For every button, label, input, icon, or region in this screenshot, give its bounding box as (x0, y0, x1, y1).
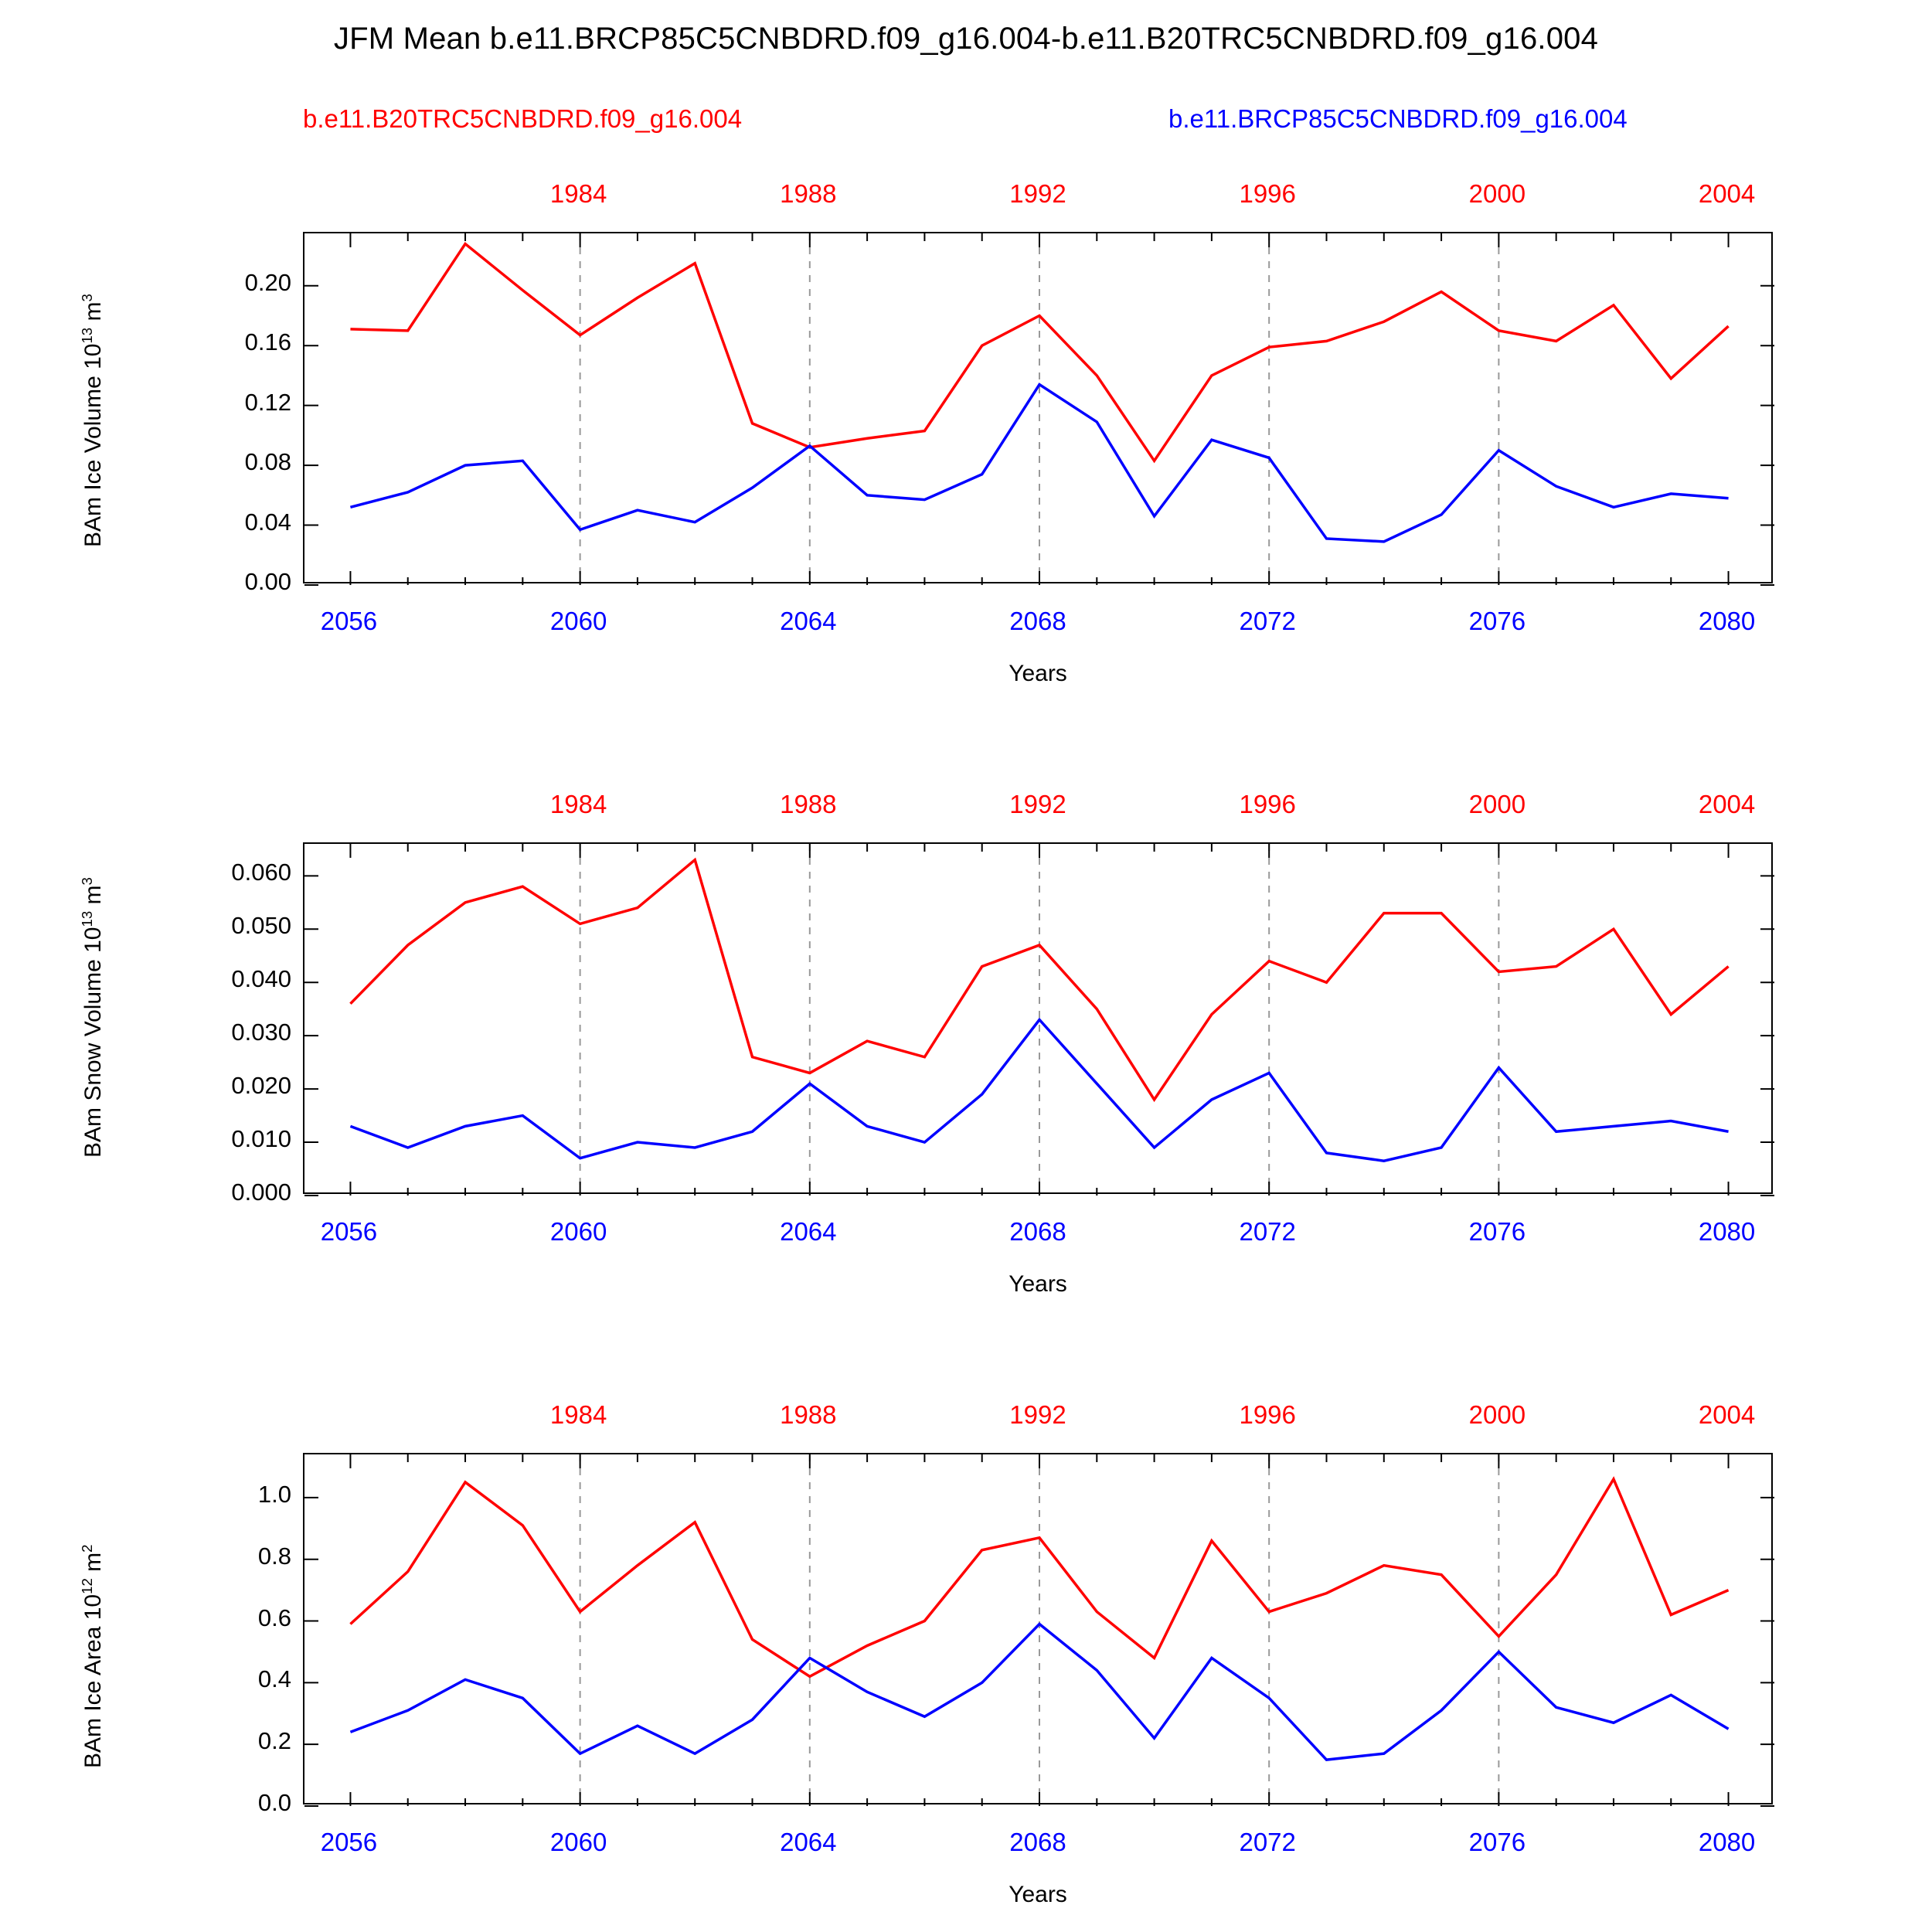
legend-label-red: b.e11.B20TRC5CNBDRD.f09_g16.004 (303, 104, 743, 133)
top-tick-label: 2000 (1468, 790, 1526, 818)
bottom-tick-label: 2064 (780, 1828, 837, 1856)
top-tick-label: 1984 (549, 179, 607, 208)
bottom-tick-label: 2056 (320, 1217, 378, 1246)
legend-label-blue: b.e11.BRCP85C5CNBDRD.f09_g16.004 (1168, 104, 1628, 133)
top-tick-label: 1996 (1239, 179, 1296, 208)
y-tick-label: 0.030 (231, 1019, 291, 1046)
top-tick-label: 1984 (549, 790, 607, 818)
bottom-tick-label: 2064 (780, 1217, 837, 1246)
bottom-tick-label: 2064 (780, 607, 837, 635)
bottom-tick-label: 2072 (1239, 607, 1296, 635)
y-tick-label: 0.0 (257, 1789, 291, 1816)
bottom-tick-label: 2080 (1698, 607, 1756, 635)
top-tick-label: 1992 (1009, 790, 1066, 818)
series-line (350, 1479, 1728, 1676)
y-tick-label: 0.000 (231, 1179, 291, 1206)
bottom-tick-label: 2060 (549, 1217, 607, 1246)
top-tick-label: 1996 (1239, 1400, 1296, 1429)
plot-svg-snow-volume (304, 844, 1774, 1196)
y-tick-label: 0.04 (244, 508, 291, 536)
y-tick-label: 0.050 (231, 912, 291, 940)
y-axis-label-ice-volume: BAm Ice Volume $10^{13}$ $m^3$ (79, 293, 106, 547)
bottom-tick-label: 2072 (1239, 1217, 1296, 1246)
plot-svg-ice-volume (304, 233, 1774, 585)
top-tick-label: 1992 (1009, 179, 1066, 208)
bottom-tick-label: 2056 (320, 1828, 378, 1856)
y-tick-label: 0.16 (244, 328, 291, 356)
top-tick-label: 2000 (1468, 1400, 1526, 1429)
top-tick-label: 1996 (1239, 790, 1296, 818)
bottom-tick-label: 2072 (1239, 1828, 1296, 1856)
y-tick-label: 0.12 (244, 388, 291, 416)
bottom-tick-label: 2076 (1468, 1828, 1526, 1856)
y-tick-label: 0.010 (231, 1125, 291, 1153)
bottom-tick-label: 2076 (1468, 1217, 1526, 1246)
y-tick-label: 0.040 (231, 965, 291, 993)
y-axis-label-snow-volume: BAm Snow Volume $10^{13}$ $m^3$ (79, 876, 106, 1158)
top-tick-label: 2004 (1698, 1400, 1756, 1429)
top-tick-label: 1992 (1009, 1400, 1066, 1429)
bottom-tick-label: 2068 (1009, 607, 1066, 635)
x-axis-label-ice-area: Years (1009, 1882, 1067, 1907)
y-tick-label: 0.00 (244, 568, 291, 595)
x-axis-label-snow-volume: Years (1009, 1271, 1067, 1297)
y-tick-label: 0.20 (244, 268, 291, 296)
y-axis-label-ice-area: BAm Ice Area $10^{12}$ $m^2$ (79, 1544, 106, 1768)
top-tick-label: 1988 (780, 179, 837, 208)
plot-area-ice-area (303, 1453, 1773, 1804)
top-tick-label: 1988 (780, 1400, 837, 1429)
bottom-tick-label: 2076 (1468, 607, 1526, 635)
top-tick-label: 1988 (780, 790, 837, 818)
y-tick-label: 0.4 (257, 1665, 291, 1693)
bottom-tick-label: 2068 (1009, 1828, 1066, 1856)
top-tick-label: 2004 (1698, 790, 1756, 818)
bottom-tick-label: 2060 (549, 1828, 607, 1856)
bottom-tick-label: 2056 (320, 607, 378, 635)
y-tick-label: 0.020 (231, 1072, 291, 1100)
plot-svg-ice-area (304, 1454, 1774, 1806)
plot-area-ice-volume (303, 232, 1773, 583)
plot-area-snow-volume (303, 842, 1773, 1194)
y-tick-label: 0.060 (231, 859, 291, 886)
bottom-tick-label: 2080 (1698, 1217, 1756, 1246)
page-title: JFM Mean b.e11.BRCP85C5CNBDRD.f09_g16.004-b.e11.B20TRC5CNBDRD.f09_g16.004 (333, 22, 1599, 56)
bottom-tick-label: 2060 (549, 607, 607, 635)
top-tick-label: 2004 (1698, 179, 1756, 208)
y-tick-label: 0.8 (257, 1542, 291, 1570)
top-tick-label: 1984 (549, 1400, 607, 1429)
bottom-tick-label: 2068 (1009, 1217, 1066, 1246)
x-axis-label-ice-volume: Years (1009, 661, 1067, 686)
series-line (350, 860, 1728, 1100)
y-tick-label: 0.08 (244, 448, 291, 476)
y-tick-label: 0.6 (257, 1604, 291, 1631)
y-tick-label: 0.2 (257, 1727, 291, 1755)
y-tick-label: 1.0 (257, 1480, 291, 1508)
bottom-tick-label: 2080 (1698, 1828, 1756, 1856)
top-tick-label: 2000 (1468, 179, 1526, 208)
